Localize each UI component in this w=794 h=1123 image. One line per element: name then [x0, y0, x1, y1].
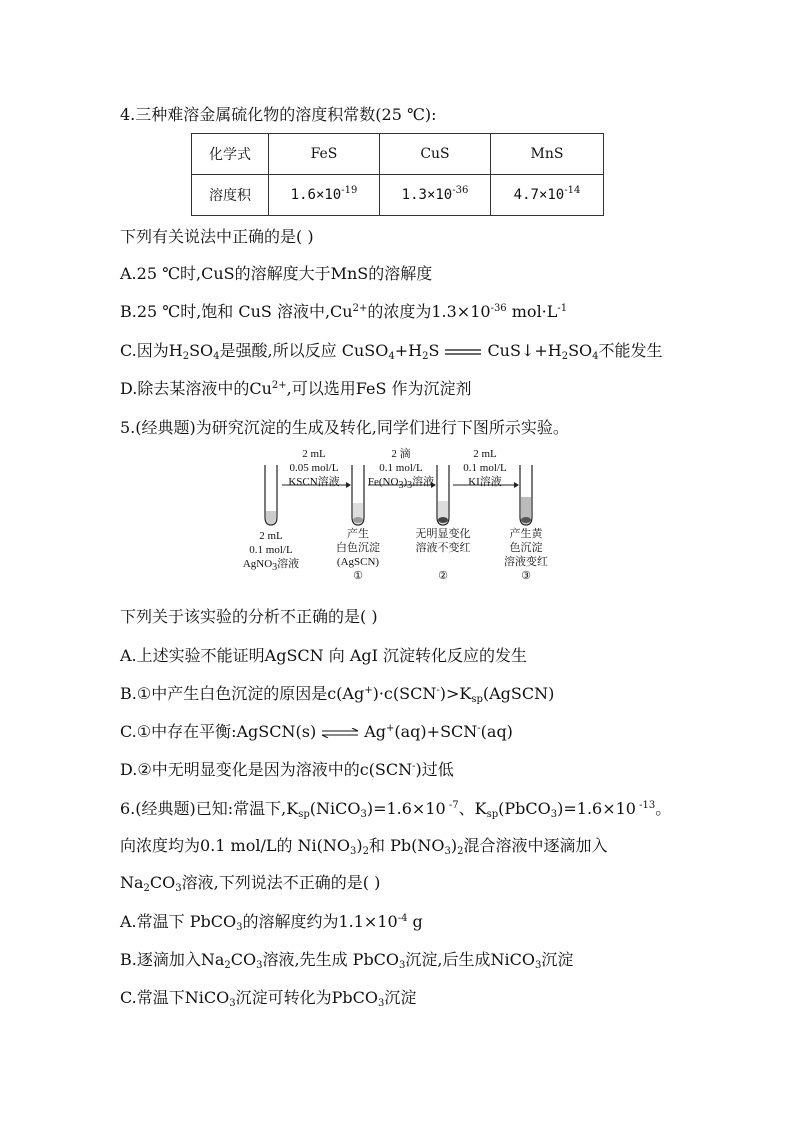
test-tube-icon [437, 465, 449, 525]
q4-option-a: A.25 ℃时,CuS的溶解度大于MnS的溶解度 [120, 264, 433, 283]
tube-3-caption: 产生黄 色沉淀 溶液变红 ③ [504, 528, 548, 582]
q5-option-b: B.①中产生白色沉淀的原因是c(Ag+)·c(SCN-)>Ksp(AgSCN) [120, 684, 555, 705]
q6-stem-line-1: 6.(经典题)已知:常温下,Ksp(NiCO3)=1.6×10 $^{-7}$、Ksp(PbCO3)=1.6×10 $^{-13}$。 [120, 799, 672, 820]
q6-option-c: C.常温下NiCO3沉淀可转化为PbCO3沉淀 [120, 988, 417, 1009]
tube-1-caption: 产生 白色沉淀 (AgSCN) ① [336, 528, 380, 582]
test-tube-icon [265, 465, 277, 525]
reagent-step-1: 2 mL 0.05 mol/L KSCN溶液 [288, 448, 340, 488]
ksp-mns: $4.7\times 10^{-14}$ [491, 175, 604, 216]
q4-stem: 4.三种难溶金属硫化物的溶度积常数(25 ℃): [120, 105, 437, 124]
q5-option-d: D.②中无明显变化是因为溶液中的c(SCN-)过低 [120, 760, 454, 779]
q5-option-a: A.上述实验不能证明AgSCN 向 AgI 沉淀转化反应的发生 [120, 646, 528, 665]
q4-option-c: C.因为H2SO4是强酸,所以反应 CuSO4+H2S CuS↓+H2SO4不能发生 [120, 341, 663, 362]
q5-stem: 5.(经典题)为研究沉淀的生成及转化,同学们进行下图所示实验。 [120, 418, 569, 437]
table-row-label: 溶度积 [192, 175, 269, 216]
q6-option-b: B.逐滴加入Na2CO3溶液,先生成 PbCO3沉淀,后生成NiCO3沉淀 [120, 950, 574, 971]
q4-option-b: B.25 ℃时,饱和 CuS 溶液中$,Cu^{2+}$的浓度为$1.3\times 10^{-36}$ $mol\cdot L^{-1}$ [120, 302, 568, 321]
reagent-step-3: 2 mL 0.1 mol/L KI溶液 [463, 448, 507, 488]
reaction-equals-icon [443, 348, 483, 356]
table-row [192, 134, 604, 175]
ksp-table [191, 133, 604, 216]
experiment-diagram [230, 447, 570, 597]
q6-option-a: A.常温下 PbCO3的溶解度约为$1.1\times 10^{-4}$ g [120, 912, 423, 933]
q4-question: 下列有关说法中正确的是( ) [120, 227, 314, 246]
equilibrium-arrow-icon [320, 728, 360, 738]
compound-cus: CuS [380, 134, 491, 175]
tube-2-caption: 无明显变化 溶液不变红 ② [415, 528, 471, 582]
table-row [192, 175, 604, 216]
q5-question: 下列关于该实验的分析不正确的是( ) [120, 607, 378, 626]
ksp-cus: $1.3\times 10^{-36}$ [380, 175, 491, 216]
test-tube-icon [352, 465, 364, 525]
reagent-step-2: 2 滴 0.1 mol/L Fe(NO3)3溶液 [367, 448, 435, 491]
start-solution-caption: 2 mL 0.1 mol/L AgNO3溶液 [242, 530, 300, 573]
compound-mns: MnS [491, 134, 604, 175]
q4-option-d: D.除去某溶液中的$Cu^{2+}$,可以选用FeS 作为沉淀剂 [120, 379, 472, 398]
q6-stem-line-3: Na2CO3溶液,下列说法不正确的是( ) [120, 873, 381, 894]
ksp-fes: $1.6\times 10^{-19}$ [269, 175, 380, 216]
q6-stem-line-2: 向浓度均为0.1 mol/L的 Ni(NO3)2和 Pb(NO3)2混合溶液中逐滴加入 [120, 836, 608, 857]
q5-option-c: C.①中存在平衡:AgSCN(s) Ag+(aq)+SCN-(aq) [120, 722, 513, 741]
test-tube-icon [520, 465, 532, 525]
compound-fes: FeS [269, 134, 380, 175]
table-header-label: 化学式 [192, 134, 269, 175]
